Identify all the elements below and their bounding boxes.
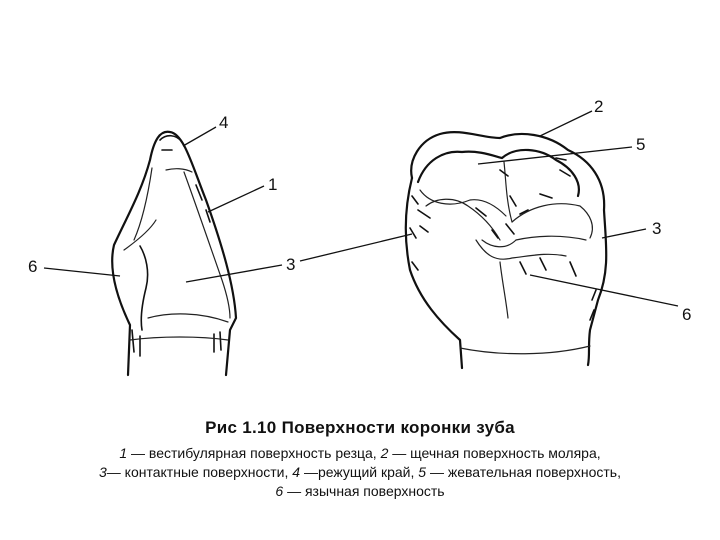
- caption-text: —режущий край,: [300, 464, 419, 480]
- caption-num: 2: [380, 445, 389, 461]
- leader-incisor-4: [183, 127, 216, 146]
- leader-molar-5: [478, 147, 632, 164]
- incisor-label-4: 4: [219, 113, 229, 132]
- figure-caption: [0, 418, 720, 501]
- incisor-label-3: 3: [286, 255, 296, 274]
- incisor-label-1: 1: [268, 175, 278, 194]
- molar-label-2: 2: [594, 97, 604, 116]
- leader-molar-2: [540, 111, 592, 136]
- leader-molar-3-right: [602, 229, 646, 238]
- molar-label-5: 5: [636, 135, 646, 154]
- caption-text: — контактные поверхности,: [106, 464, 293, 480]
- molar-label-6: 6: [682, 305, 692, 324]
- leader-incisor-1: [208, 186, 264, 212]
- leader-molar-3-left: [300, 234, 412, 261]
- caption-num: 1: [119, 445, 128, 461]
- caption-num: 4: [292, 464, 301, 480]
- leader-incisor-6: [44, 268, 120, 276]
- caption-num: 5: [418, 464, 427, 480]
- molar-drawing: [406, 132, 607, 368]
- leader-incisor-3: [186, 265, 282, 282]
- caption-line-3: [0, 482, 720, 501]
- incisor-drawing: [112, 132, 236, 375]
- molar-label-3: 3: [652, 219, 662, 238]
- caption-title: Рис 1.10 Поверхности коронки зуба: [205, 418, 515, 437]
- caption-text: — язычная поверхность: [283, 483, 445, 499]
- caption-line-1: [0, 444, 720, 463]
- caption-text: — вестибулярная поверхность резца,: [127, 445, 381, 461]
- caption-text: — жевательная поверхность,: [426, 464, 621, 480]
- caption-line-2: [0, 463, 720, 482]
- caption-num: 3: [99, 464, 107, 480]
- caption-text: — щечная поверхность моляра,: [388, 445, 601, 461]
- caption-num: 6: [275, 483, 284, 499]
- incisor-label-6: 6: [28, 257, 38, 276]
